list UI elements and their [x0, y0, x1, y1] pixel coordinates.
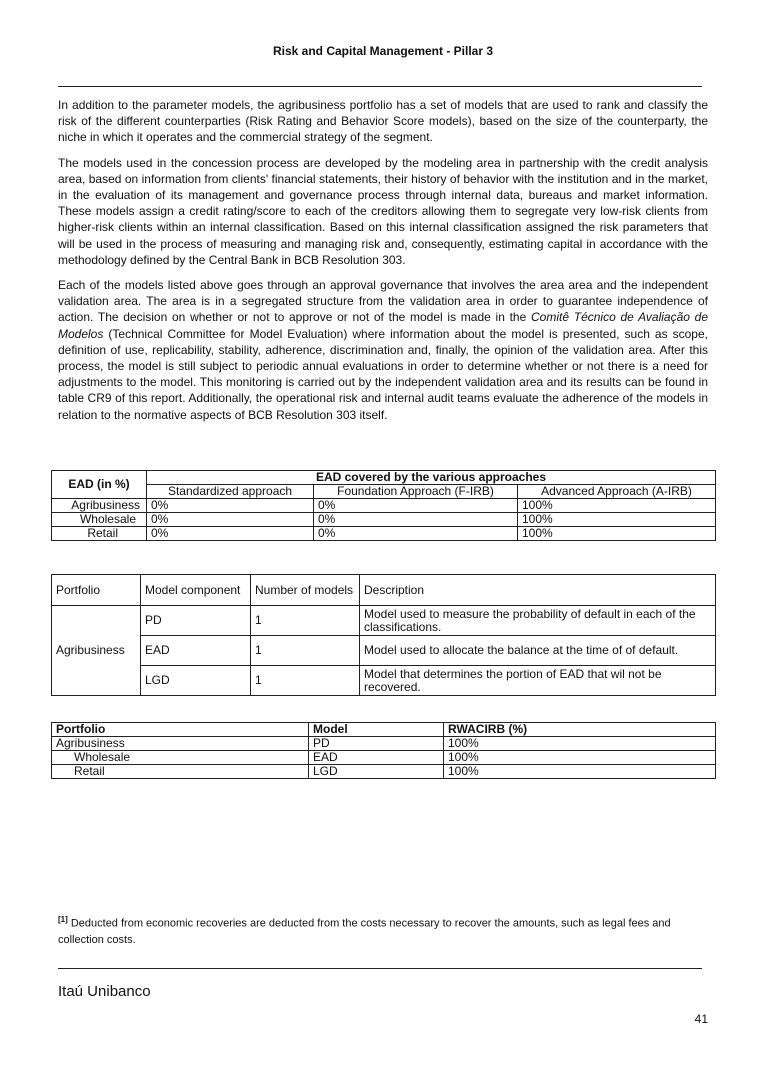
table-cell: 100% — [444, 765, 716, 779]
column-header: Portfolio — [52, 575, 141, 606]
table-cell: 1 — [251, 636, 360, 666]
paragraph-1: In addition to the parameter models, the agribusiness portfolio has a set of models that are used to rank and classify the risk of the different counterparties (Risk Rating and Behavior Score models), based on the size of the counterparty, the niche in which it operates and the commercial strategy of the segment. — [58, 98, 708, 145]
paragraph-3-part-2: (Technical Committee for Model Evaluation) where information about the model is presented, such as scope, definition of use, replicability, stability, adherence, discrimination and, finally, the opinion of the validation area. After this process, the model is still subject to periodic annual evaluations in order to determine whether or not there is a need for adjustments to the model. This monitoring is carried out by the independent validation area and its results can be found in table CR9 of this report. Additionally, the operational risk and internal audit teams evaluate the adherence of the models in relation to the normative aspects of BCB Resolution 303 itself. — [58, 326, 708, 422]
table-cell: Model that determines the portion of EAD that wil not be recovered. — [360, 666, 716, 696]
table-cell: PD — [309, 737, 444, 751]
portfolio-cell: Agribusiness — [52, 606, 141, 696]
paragraph-2: The models used in the concession process are developed by the modeling area in partnership with the credit analysis area, based on information from clients' financial statements, their history of behavior with the institution and in the market, in the evaluation of its management and governance process through internal data, bureaus and market information. These models assign a credit rating/score to each of the creditors allowing them to segregate very low-risk clients from higher-risk clients within an internal classification. Based on this internal classification assigned the risk parameters that will be used in the process of measuring and managing risk and, consequently, estimating capital in accordance with the methodology defined by the Central Bank in BCB Resolution 303. — [58, 155, 708, 267]
footer-divider — [58, 968, 702, 969]
column-header: Model — [309, 723, 444, 737]
table-cell: LGD — [309, 765, 444, 779]
footnote-marker: [1] — [58, 915, 68, 924]
model-components-table — [51, 574, 716, 696]
column-header: Model component — [141, 575, 251, 606]
row-label: Agribusiness — [52, 499, 147, 513]
rwa-table — [51, 722, 716, 779]
row-label: Wholesale — [52, 513, 147, 527]
footer-brand: Itaú Unibanco — [58, 983, 151, 1000]
page-header-title: Risk and Capital Management - Pillar 3 — [272, 44, 494, 58]
table-row — [52, 765, 716, 779]
table-cell: 1 — [251, 606, 360, 636]
table-cell: 100% — [444, 737, 716, 751]
table-cell: 100% — [518, 499, 716, 513]
ead-corner-header: EAD (in %) — [52, 471, 147, 499]
table-row — [52, 666, 716, 696]
table-cell: 100% — [518, 513, 716, 527]
table-cell: Retail — [52, 765, 309, 779]
table-header-row — [52, 471, 716, 485]
table-cell: 1 — [251, 666, 360, 696]
table-cell: 0% — [314, 513, 518, 527]
ead-coverage-table — [51, 470, 716, 541]
table-cell: 0% — [147, 499, 314, 513]
column-header: Number of models — [251, 575, 360, 606]
column-header: RWACIRB (%) — [444, 723, 716, 737]
table-cell: LGD — [141, 666, 251, 696]
column-header: Standardized approach — [147, 485, 314, 499]
table-cell: 0% — [147, 513, 314, 527]
table-cell: 100% — [444, 751, 716, 765]
table-cell: Model used to allocate the balance at the time of of default. — [360, 636, 716, 666]
table-subheader-row — [52, 485, 716, 499]
table-row — [52, 737, 716, 751]
table-cell: EAD — [309, 751, 444, 765]
table-cell: 0% — [147, 527, 314, 541]
paragraph-3-part-1: Each of the models listed above goes through an approval governance that involves the area area and the independent validation area. The area is in a segregated structure from the validation area in order to guarantee independence of action. The decision on whether or not to approve or not of the model is made in the — [58, 278, 708, 325]
paragraph-3-italic: Comitê Técnico de Avaliação de Modelos — [58, 310, 708, 341]
footnote — [58, 912, 708, 948]
column-header: Description — [360, 575, 716, 606]
table-cell: 0% — [314, 527, 518, 541]
row-label: Retail — [52, 527, 147, 541]
body-text — [58, 97, 708, 432]
table-cell: EAD — [141, 636, 251, 666]
page-number: 41 — [694, 1012, 708, 1026]
table-cell: 100% — [518, 527, 716, 541]
table-cell: Model used to measure the probability of default in each of the classifications. — [360, 606, 716, 636]
table-header-row — [52, 575, 716, 606]
table-row — [52, 751, 716, 765]
table-cell: Wholesale — [52, 751, 309, 765]
header-divider — [58, 86, 702, 87]
table-header-row — [52, 723, 716, 737]
table-row — [52, 513, 716, 527]
table-cell: PD — [141, 606, 251, 636]
table-cell: 0% — [314, 499, 518, 513]
table-cell: Agribusiness — [52, 737, 309, 751]
column-header: Portfolio — [52, 723, 309, 737]
table-row — [52, 606, 716, 636]
table-row — [52, 636, 716, 666]
footnote-text: Deducted from economic recoveries are deducted from the costs necessary to recover the amounts, such as legal fees and collection costs. — [58, 917, 671, 946]
ead-group-header: EAD covered by the various approaches — [147, 471, 716, 485]
column-header: Advanced Approach (A-IRB) — [518, 485, 716, 499]
table-row — [52, 499, 716, 513]
table-row — [52, 527, 716, 541]
paragraph-3 — [58, 277, 708, 423]
column-header: Foundation Approach (F-IRB) — [314, 485, 518, 499]
